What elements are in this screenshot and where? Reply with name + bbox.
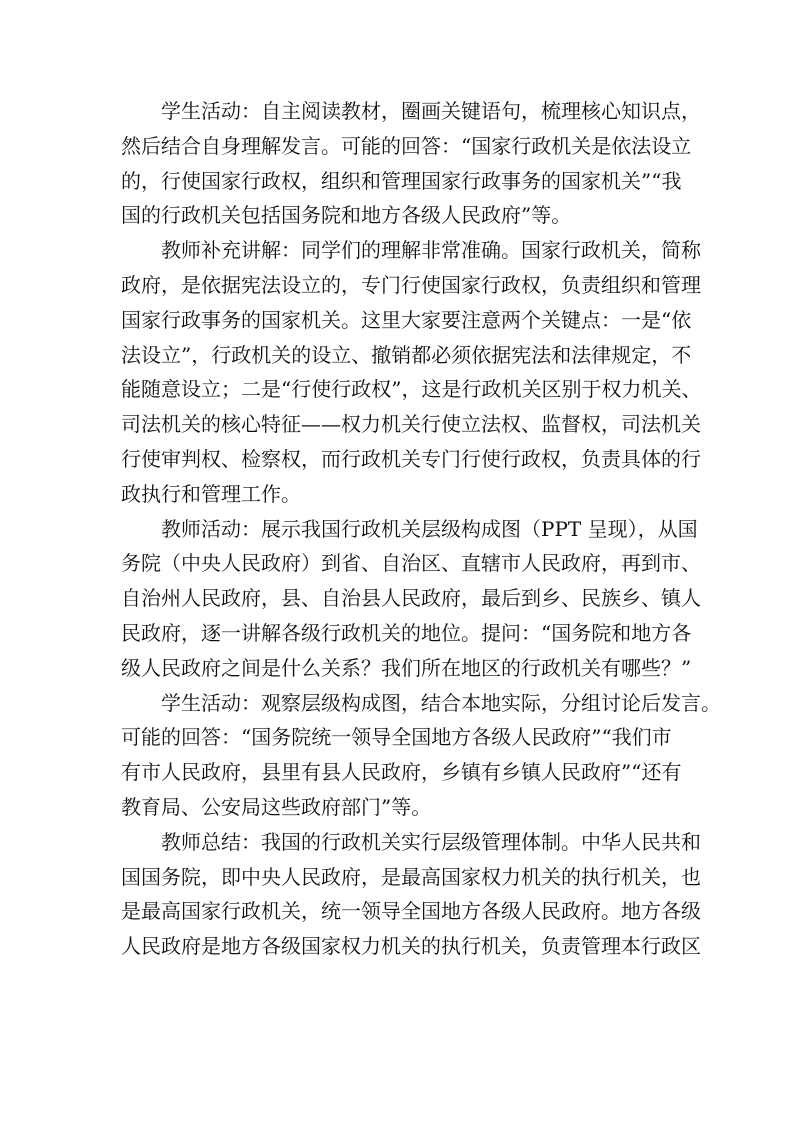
text-line: 人民政府是地方各级国家权力机关的执行机关，负责管理本行政区 xyxy=(121,934,701,959)
text-line: 有市人民政府，县里有县人民政府，乡镇有乡镇人民政府”“还有 xyxy=(121,760,682,785)
text-line: 级人民政府之间是什么关系？我们所在地区的行政机关有哪些？” xyxy=(121,655,692,680)
paragraph-student-activity-1 xyxy=(121,94,701,233)
text-line: 行使审判权、检察权，而行政机关专门行使行政权，负责具体的行 xyxy=(121,446,701,471)
text-line: 教师总结：我国的行政机关实行层级管理体制。中华人民共和 xyxy=(161,829,701,854)
text-line: 可能的回答：“国务院统一领导全国地方各级人民政府”“我们市 xyxy=(121,725,672,750)
paragraph-teacher-activity xyxy=(121,512,701,686)
text-line: 政府，是依据宪法设立的，专门行使国家行政权，负责组织和管理 xyxy=(121,272,701,297)
paragraph-teacher-explanation xyxy=(121,233,702,511)
text-line: 法设立”，行政机关的设立、撤销都必须依据宪法和法律规定，不 xyxy=(121,342,692,367)
document-body xyxy=(121,94,721,964)
text-line: 教师补充讲解：同学们的理解非常准确。国家行政机关，简称 xyxy=(161,238,701,263)
text-line: 国的行政机关包括国务院和地方各级人民政府”等。 xyxy=(121,203,572,228)
text-line: 国国务院，即中央人民政府，是最高国家权力机关的执行机关，也 xyxy=(121,864,701,889)
text-line: 民政府，逐一讲解各级行政机关的地位。提问：“国务院和地方各 xyxy=(121,620,692,645)
paragraph-teacher-summary xyxy=(121,825,701,964)
text-line: 自治州人民政府，县、自治县人民政府，最后到乡、民族乡、镇人 xyxy=(121,586,701,611)
text-line: 学生活动：自主阅读教材，圈画关键语句，梳理核心知识点， xyxy=(161,99,701,123)
text-line: 教育局、公安局这些政府部门”等。 xyxy=(121,794,432,819)
text-line: 政执行和管理工作。 xyxy=(121,481,301,506)
text-line: 学生活动：观察层级构成图，结合本地实际，分组讨论后发言。 xyxy=(161,690,721,715)
text-line: 的，行使国家行政权，组织和管理国家行政事务的国家机关”“我 xyxy=(121,168,682,193)
text-line: 务院（中央人民政府）到省、自治区、直辖市人民政府，再到市、 xyxy=(121,551,701,576)
text-line: 教师活动：展示我国行政机关层级构成图（PPT 呈现），从国 xyxy=(161,516,698,541)
paragraph-student-activity-2 xyxy=(121,686,721,825)
text-line: 司法机关的核心特征——权力机关行使立法权、监督权，司法机关 xyxy=(121,412,701,437)
text-line: 是最高国家行政机关，统一领导全国地方各级人民政府。地方各级 xyxy=(121,899,701,924)
text-line: 然后结合自身理解发言。可能的回答：“国家行政机关是依法设立 xyxy=(121,133,692,158)
text-line: 能随意设立；二是“行使行政权”，这是行政机关区别于权力机关、 xyxy=(121,377,702,402)
text-line: 国家行政事务的国家机关。这里大家要注意两个关键点：一是“依 xyxy=(121,307,692,332)
